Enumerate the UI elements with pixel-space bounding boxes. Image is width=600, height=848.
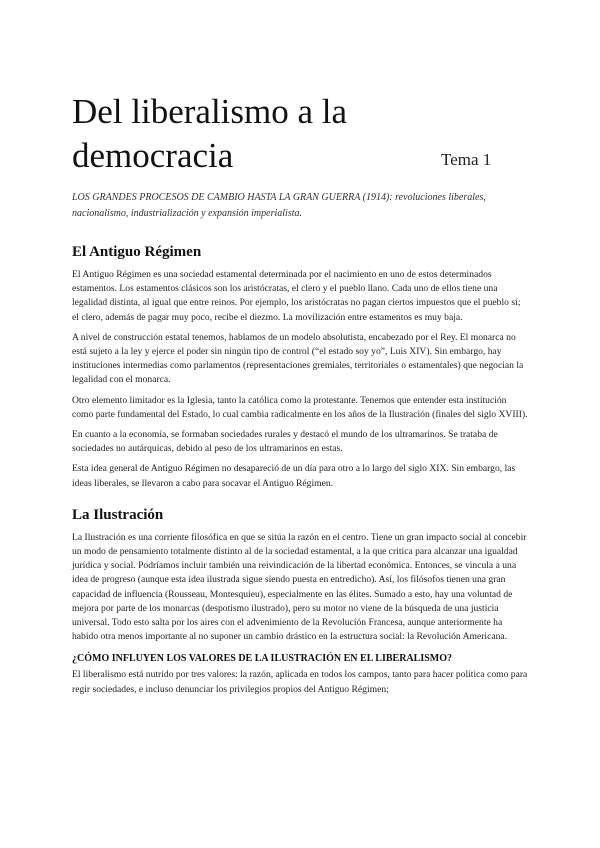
section-antiguo-regimen <box>72 242 528 491</box>
paragraph: La Ilustración es una corriente filosófica en que se sitúa la razón en el centro. Tiene un gran impacto social al concebir un modo de pensamiento totalmente distinto al de la sociedad estamental, a la que critica para alcanzar una igualdad jurídica y social. Podríamos incluir también una reivindicación de la libertad económica. Entonces, se vincula a una idea de progreso (aunque esta idea ilustrada sigue siendo puesta en entredicho). Así, los filósofos tienen una gran capacidad de influencia (Rousseau, Montesquieu), especialmente en las élites. Sumado a esto, hay una voluntad de mejora por parte de los monarcas (despotismo ilustrado), pero su motor no viene de la búsqueda de una justicia universal. Todo esto salta por los aires con el advenimiento de la Revolución Francesa, aunque anteriormente ha habido otra menos importante al no suponer un cambio drástico en la estructura social: la Revolución Americana. <box>72 531 527 643</box>
section-ilustracion <box>72 505 528 697</box>
paragraph: El liberalismo está nutrido por tres valores: la razón, aplicada en todos los campos, tanto para hacer política como para regir sociedades, e incluso denunciar los privilegios propios del Antiguo Régimen; <box>72 669 528 695</box>
paragraph: En cuanto a la economía, se formaban sociedades rurales y destacó el mundo de los ultramarinos. Se trataba de sociedades no autárquicas, debido al peso de los ultramarinos en estas. <box>72 429 498 455</box>
section-heading: La Ilustración <box>72 506 164 523</box>
document-subtitle: LOS GRANDES PROCESOS DE CAMBIO HASTA LA GRAN GUERRA (1914): revoluciones liberales, nacionalismo, industrialización y expansión imperialista. <box>72 192 486 219</box>
title-line-2: democracia <box>72 136 234 175</box>
paragraph: Esta idea general de Antiguo Régimen no desapareció de un día para otro a lo largo del siglo XIX. Sin embargo, las ideas liberales, se llevaron a cabo para socavar el Antiguo Régimen. <box>72 463 516 489</box>
section-heading: El Antiguo Régimen <box>72 244 202 260</box>
paragraph: A nivel de construcción estatal tenemos, hablamos de un modelo absolutista, encabezado por el Rey. El monarca no está sujeto a la ley y ejerce el poder sin ningún tipo de control (“el estado soy yo”, Luis XIV). Sin embargo, hay instituciones intermedias como parlamentos (representaciones gremiales, territoriales o estamentales) que negocian la legalidad con el monarca. <box>72 331 524 386</box>
document-body <box>72 242 528 703</box>
subsection-heading: ¿CÓMO INFLUYEN LOS VALORES DE LA ILUSTRACIÓN EN EL LIBERALISMO? <box>72 653 452 665</box>
title-line-1: Del liberalismo a la <box>72 92 348 131</box>
paragraph: Otro elemento limitador es la Iglesia, tanto la católica como la protestante. Tenemos que entender esta institución como parte fundamental del Estado, lo cual cambia radicalmente en los años de la Ilustración (finales del siglo XVIII). <box>72 394 528 420</box>
paragraph: El Antiguo Régimen es una sociedad estamental determinada por el nacimiento en uno de estos determinados estamentos. Los estamentos clásicos son los aristócratas, el clero y el pueblo llano. Cada uno de ellos tiene una legalidad distinta, al igual que entre reinos. Por ejemplo, los aristócratas no pagan ciertos impuestos que el pueblo sí; el clero, además de pagar muy poco, recibe el diezmo. La movilización entre estamentos es muy baja. <box>72 269 521 323</box>
topic-number: Tema 1 <box>441 150 492 169</box>
